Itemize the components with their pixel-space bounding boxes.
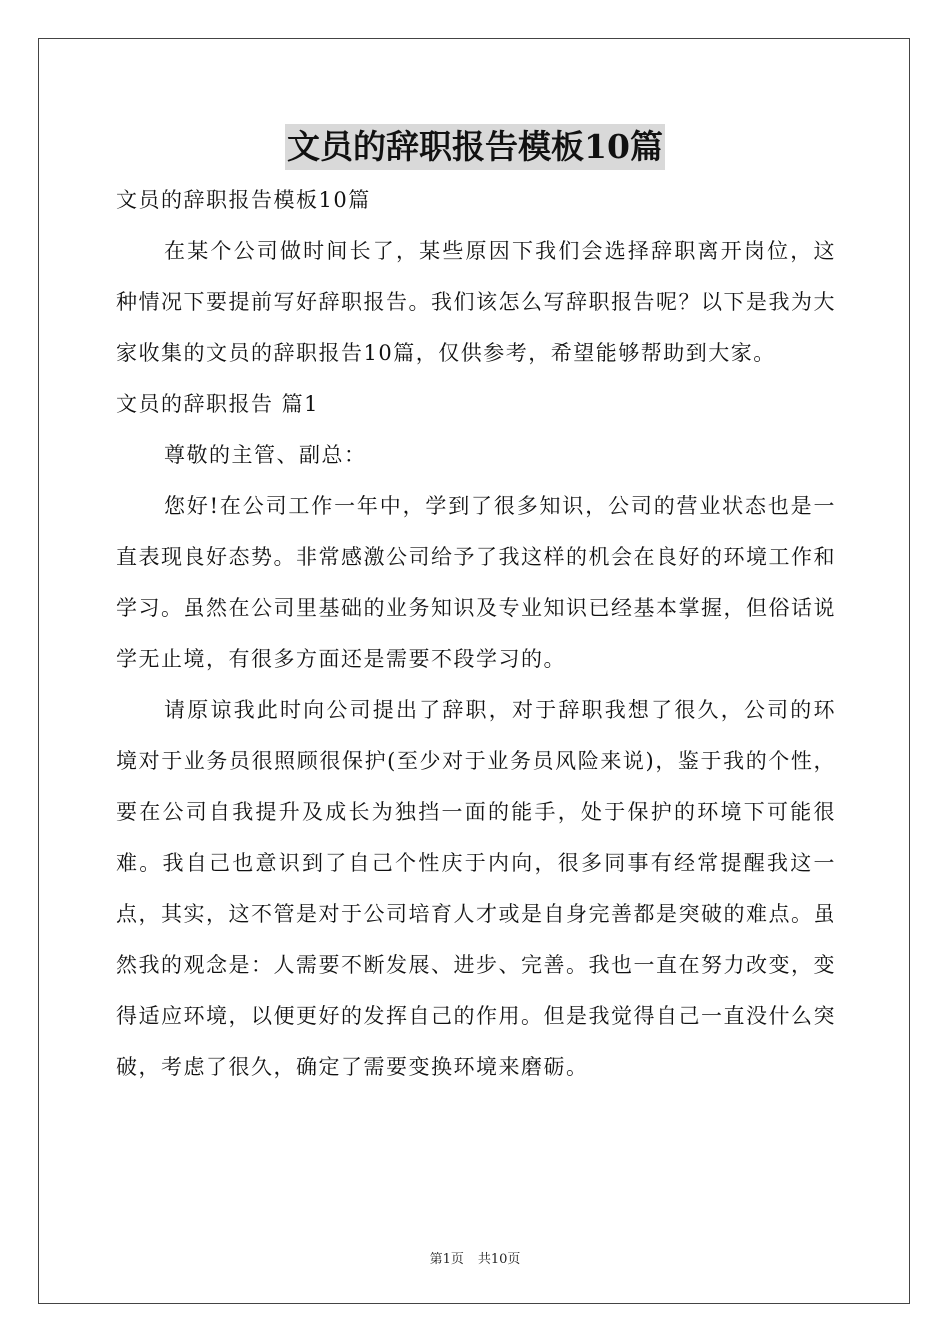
body-paragraph-2: 请原谅我此时向公司提出了辞职，对于辞职我想了很久，公司的环境对于业务员很照顾很保护(至少对于业务员风险来说)，鉴于我的个性，要在公司自我提升及成长为独挡一面的能手，处于保护的环境下可能很难。我自己也意识到了自己个性庆于内向，很多同事有经常提醒我这一点，其实，这不管是对于公司培育人才或是自身完善都是突破的难点。虽然我的观念是：人需要不断发展、进步、完善。我也一直在努力改变，变得适应环境，以便更好的发挥自己的作用。但是我觉得自己一直没什么突破，考虑了很久，确定了需要变换环境来磨砺。	[116, 698, 836, 1079]
page-total: 共10页	[477, 1252, 521, 1267]
page-footer	[0, 1248, 950, 1267]
document-body	[116, 175, 836, 1093]
salutation: 尊敬的主管、副总：	[164, 443, 367, 467]
document-title: 文员的辞职报告模板10篇	[285, 124, 665, 170]
page-number: 第1页	[429, 1252, 464, 1267]
intro-paragraph: 在某个公司做时间长了，某些原因下我们会选择辞职离开岗位，这种情况下要提前写好辞职报告。我们该怎么写辞职报告呢？以下是我为大家收集的文员的辞职报告10篇，仅供参考，希望能够帮助到大家。	[116, 239, 836, 365]
body-paragraph-1: 您好!在公司工作一年中，学到了很多知识，公司的营业状态也是一直表现良好态势。非常感激公司给予了我这样的机会在良好的环境工作和学习。虽然在公司里基础的业务知识及专业知识已经基本掌握，但俗话说学无止境，有很多方面还是需要不段学习的。	[116, 494, 836, 671]
section-heading: 文员的辞职报告 篇1	[116, 392, 320, 416]
subtitle-paragraph: 文员的辞职报告模板10篇	[116, 188, 371, 212]
title-area	[0, 124, 950, 170]
